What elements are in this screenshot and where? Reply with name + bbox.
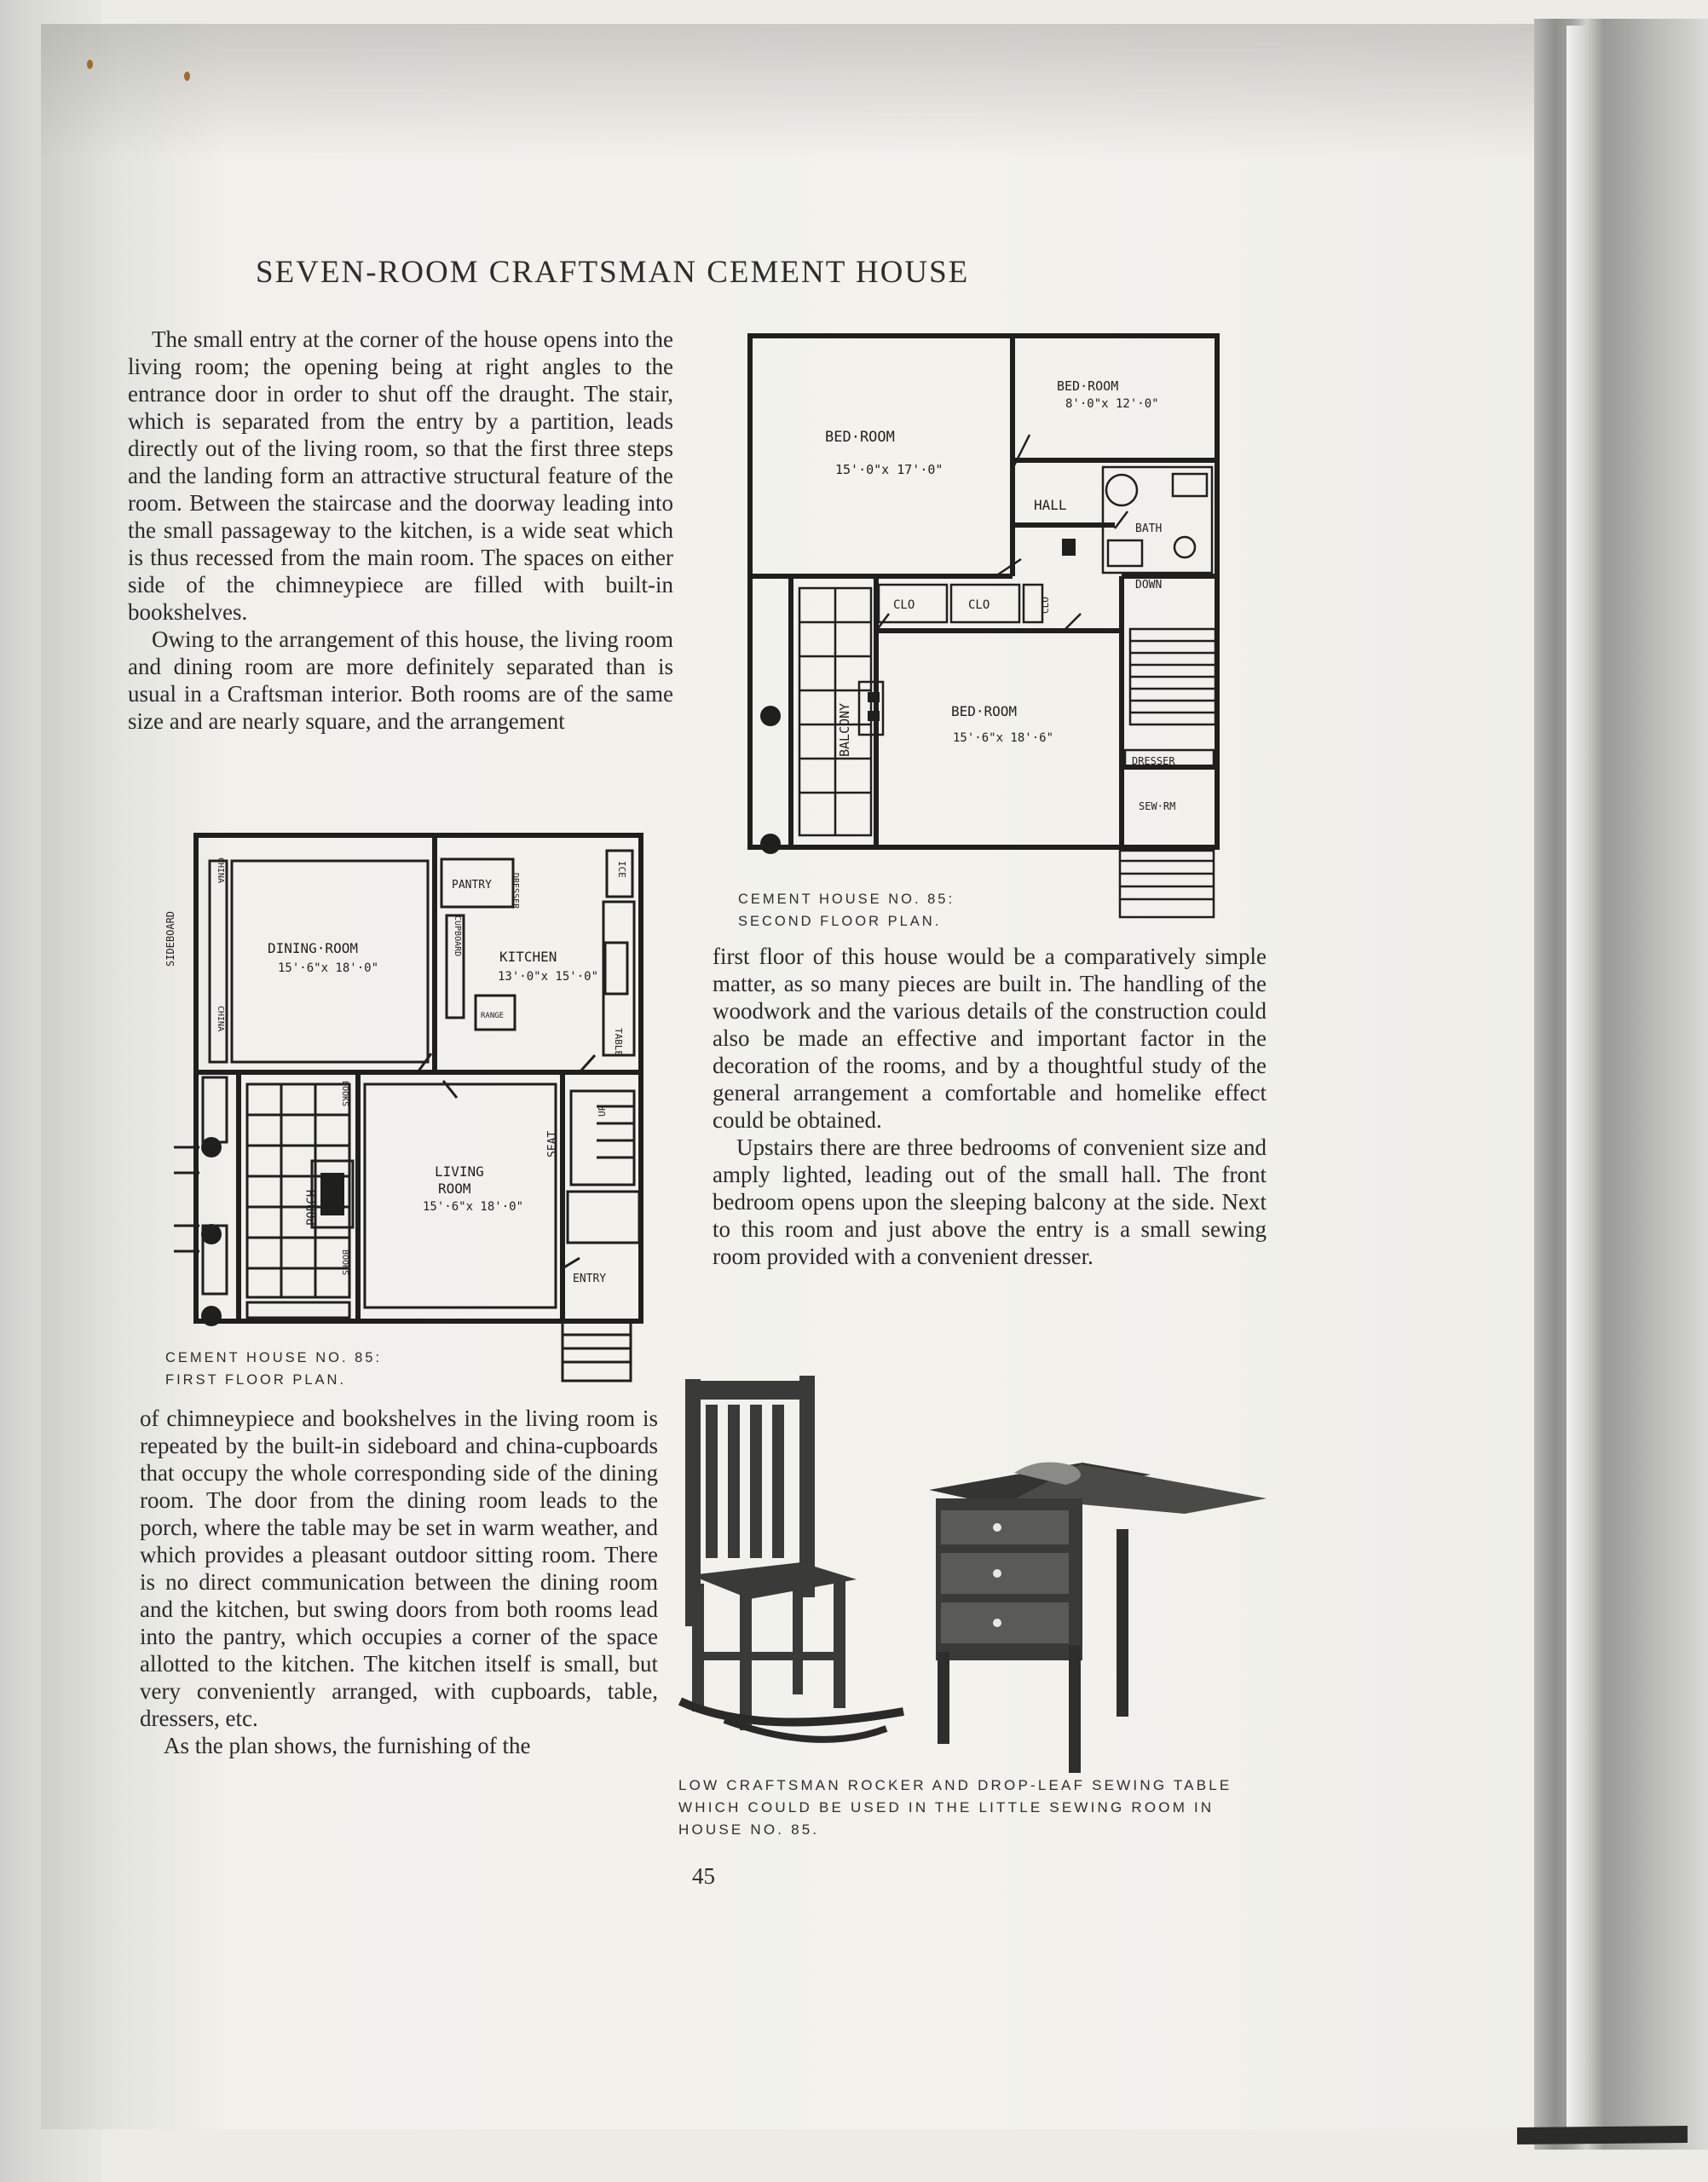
pin-hole bbox=[184, 72, 190, 81]
text-column-left-top bbox=[128, 326, 673, 735]
first-floor-plan bbox=[162, 825, 665, 1393]
paragraph: As the plan shows, the furnishing of the bbox=[164, 1733, 531, 1758]
label-ice: ICE bbox=[616, 861, 627, 878]
label-sewing-room: SEW·RM bbox=[1139, 800, 1176, 812]
label-living: LIVING bbox=[435, 1163, 484, 1180]
label-books-bottom: BOOKS bbox=[340, 1250, 349, 1276]
label-room: ROOM bbox=[438, 1180, 471, 1197]
label-pantry: PANTRY bbox=[452, 879, 492, 892]
label-bath: BATH bbox=[1135, 522, 1163, 535]
caption-line: SECOND FLOOR PLAN. bbox=[738, 914, 942, 929]
rocker-chair-drawing bbox=[680, 1376, 903, 1740]
label-dining-room: DINING·ROOM bbox=[268, 940, 358, 956]
label-dresser: DRESSER bbox=[1132, 755, 1175, 767]
text-column-right bbox=[713, 943, 1267, 1270]
paragraph: first floor of this house would be a comparatively simple matter, as so many pieces are built in. The handling of the woodwork and the various details of the construction could also be made an effective and important factor in the decoration of the rooms, and by a thoughtful study of the general arrangement a comfortable and homelike effect could be obtained. bbox=[713, 944, 1267, 1133]
caption-line: LOW CRAFTSMAN ROCKER AND DROP-LEAF SEWING TABLE bbox=[678, 1777, 1232, 1793]
label-books-top: BOOKS bbox=[340, 1081, 349, 1107]
label-bedroom-front: BED·ROOM bbox=[951, 703, 1018, 719]
label-closet-3: CLO bbox=[1040, 597, 1051, 614]
label-entry: ENTRY bbox=[573, 1273, 607, 1285]
label-closet-2: CLO bbox=[968, 598, 990, 612]
label-dining-room-size: 15'·6"x 18'·0" bbox=[278, 961, 379, 975]
page-title: SEVEN-ROOM CRAFTSMAN CEMENT HOUSE bbox=[256, 255, 970, 290]
label-down: DOWN bbox=[1135, 579, 1163, 592]
book-spine bbox=[1534, 19, 1708, 2150]
label-bedroom-small-size: 8'·0"x 12'·0" bbox=[1065, 397, 1159, 411]
caption-line: CEMENT HOUSE NO. 85: bbox=[738, 892, 955, 907]
label-bedroom-front-size: 15'·6"x 18'·6" bbox=[953, 731, 1054, 745]
text-column-left-bottom bbox=[140, 1405, 658, 1759]
label-porch: PORCH bbox=[305, 1189, 319, 1226]
label-seat: SEAT bbox=[546, 1130, 559, 1157]
pin-hole bbox=[87, 60, 93, 69]
page-number: 45 bbox=[692, 1863, 715, 1889]
paragraph: of chimneypiece and bookshelves in the living room is repeated by the built-in sideboard and china-cupboards that occupy the whole corresponding side of the dining room. The door from the dining room leads to the porch, where the table may be set in warm weather, and which provides a pleasant outdoor sitting room. There is no direct communication between the dining room and the kitchen, but swing doors from both rooms lead into the pantry, which occupies a corner of the space allotted to the kitchen. The kitchen itself is small, but very conveniently arranged, with cupboards, table, dressers, etc. bbox=[140, 1406, 658, 1731]
caption-line: FIRST FLOOR PLAN. bbox=[165, 1372, 347, 1388]
paragraph: The small entry at the corner of the house opens into the living room; the opening being at right angles to the entrance door in order to shut off the draught. The stair, which is separated from the entry by a partition, leads directly out of the living room, so that the first three steps and the landing form an attractive structural feature of the room. Between the staircase and the doorway leading into the small passageway to the kitchen, is a wide seat which is thus recessed from the main room. The spaces on either side of the chimneypiece are filled with built-in bookshelves. bbox=[128, 326, 673, 625]
label-balcony: BALCONY bbox=[837, 702, 852, 757]
label-bedroom-small: BED·ROOM bbox=[1057, 378, 1119, 394]
page-top-shadow bbox=[41, 24, 1567, 160]
caption-first-floor bbox=[165, 1347, 382, 1391]
label-hall: HALL bbox=[1034, 497, 1067, 513]
paragraph: Upstairs there are three bedrooms of convenient size and amply lighted, leading out of the small hall. The front bedroom opens upon the sleeping balcony at the side. Next to this room and just above the entry is a small sewing room provided with a convenient dresser. bbox=[713, 1134, 1267, 1269]
second-floor-plan bbox=[740, 324, 1234, 921]
caption-line: WHICH COULD BE USED IN THE LITTLE SEWING ROOM IN bbox=[678, 1799, 1215, 1815]
label-bedroom-large-size: 15'·0"x 17'·0" bbox=[835, 462, 943, 477]
label-living-room-size: 15'·6"x 18'·0" bbox=[423, 1200, 524, 1214]
label-kitchen: KITCHEN bbox=[499, 949, 557, 965]
caption-second-floor bbox=[738, 888, 955, 932]
caption-line: HOUSE NO. 85. bbox=[678, 1821, 820, 1838]
furniture-illustration bbox=[673, 1371, 1287, 1780]
label-range: RANGE bbox=[481, 1012, 505, 1020]
label-china-bottom: CHINA bbox=[216, 1006, 225, 1032]
label-cupboard: CUPBOARD bbox=[453, 915, 462, 957]
label-table: TABLE bbox=[613, 1028, 624, 1057]
caption-line: CEMENT HOUSE NO. 85: bbox=[165, 1350, 383, 1365]
sewing-table-drawing bbox=[929, 1463, 1267, 1774]
paragraph: Owing to the arrangement of this house, the living room and dining room are more definitely separated than is usual in a Craftsman interior. Both rooms are of the same size and are nearly square, and the arrangement bbox=[128, 626, 673, 734]
page-edge bbox=[1567, 26, 1585, 2131]
label-kitchen-size: 13'·0"x 15'·0" bbox=[498, 970, 599, 984]
label-kitchen-dresser: DRESSER bbox=[511, 873, 520, 909]
label-sideboard: SIDEBOARD bbox=[164, 910, 176, 967]
label-up: UP bbox=[597, 1105, 608, 1117]
label-bedroom-large: BED·ROOM bbox=[825, 429, 895, 446]
spine-bottom-edge bbox=[1517, 2126, 1688, 2144]
label-closet-1: CLO bbox=[893, 598, 915, 612]
caption-furniture bbox=[678, 1775, 1232, 1841]
label-china-top: CHINA bbox=[216, 857, 225, 884]
